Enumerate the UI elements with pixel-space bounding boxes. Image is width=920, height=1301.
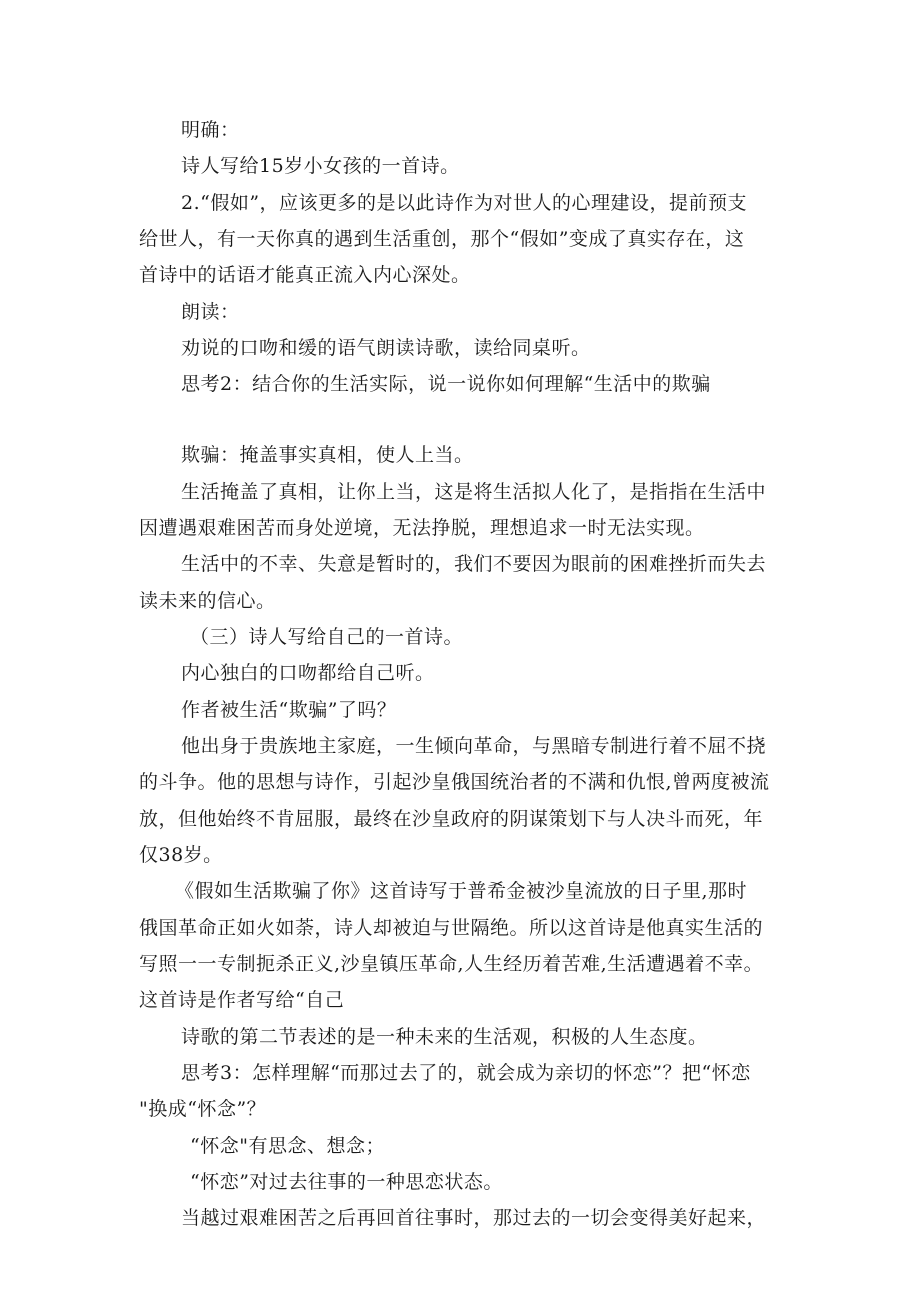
section-heading: （三）诗人写给自己的一首诗。: [190, 626, 464, 648]
text-line: 当越过艰难困苦之后再回首往事时，那过去的一切会变得美好起来，: [181, 1207, 767, 1229]
text-line: "换成“怀念”？: [139, 1098, 267, 1120]
text-line: 仅38岁。: [139, 844, 223, 866]
text-line: 放，但他始终不肯屈服，最终在沙皇政府的阴谋策划下与人决斗而死，年: [139, 808, 764, 830]
text-line-question-3: 思考3：怎样理解“而那过去了的，就会成为亲切的怀恋”？把“怀恋: [181, 1062, 751, 1084]
text-line: 他出身于贵族地主家庭，一生倾向革命，与黑暗专制进行着不屈不挠: [181, 735, 767, 757]
text-line: 写照一一专制扼杀正义,沙皇镇压革命,人生经历着苦难,生活遭遇着不幸。: [139, 953, 764, 975]
text-line: “怀念"有思念、想念；: [190, 1135, 385, 1157]
text-line: 因遭遇艰难困苦而身处逆境，无法挣脱，理想追求一时无法实现。: [139, 517, 705, 539]
text-line: 读未来的信心。: [139, 590, 276, 612]
text-line: 生活掩盖了真相，让你上当，这是将生活拟人化了，是指指在生活中: [181, 481, 767, 503]
text-line: 给世人，有一天你真的遇到生活重创，那个“假如”变成了真实存在，这: [139, 228, 745, 250]
text-line: 劝说的口吻和缓的语气朗读诗歌，读给同桌听。: [181, 337, 591, 359]
text-line: 作者被生活“欺骗”了吗？: [181, 699, 397, 721]
text-line-clarify: 明确：: [181, 119, 240, 141]
text-line: 这首诗是作者写给“自己: [139, 989, 345, 1011]
text-line-reading: 朗读：: [181, 301, 240, 323]
text-line: 生活中的不幸、失意是暂时的，我们不要因为眼前的困难挫折而失去: [181, 553, 767, 575]
text-line: 俄国革命正如火如荼，诗人却被迫与世隔绝。所以这首诗是他真实生活的: [139, 917, 764, 939]
text-line-question-2: 思考2：结合你的生活实际，说一说你如何理解“生活中的欺骗: [181, 373, 711, 395]
text-line: 的斗争。他的思想与诗作，引起沙皇俄国统治者的不满和仇恨,曾两度被流: [139, 771, 770, 793]
text-line: 2.“假如”，应该更多的是以此诗作为对世人的心理建设，提前预支: [181, 192, 748, 214]
text-line: 《假如生活欺骗了你》这首诗写于普希金被沙皇流放的日子里,那时: [175, 880, 748, 902]
text-line: 首诗中的话语才能真正流入内心深处。: [139, 264, 471, 286]
text-line: 内心独白的口吻都给自己听。: [181, 662, 435, 684]
text-line: 诗人写给15岁小女孩的一首诗。: [181, 155, 460, 177]
text-line: 诗歌的第二节表述的是一种未来的生活观，积极的人生态度。: [181, 1026, 708, 1048]
text-line: 欺骗：掩盖事实真相，使人上当。: [181, 444, 474, 466]
text-line: “怀恋”对过去往事的一种思恋状态。: [190, 1171, 503, 1193]
